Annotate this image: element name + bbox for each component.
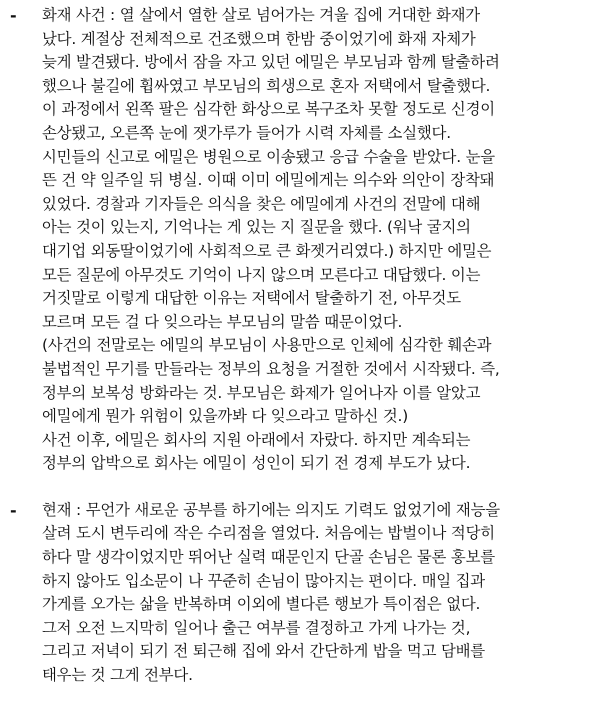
section-present bbox=[0, 499, 612, 688]
paragraph bbox=[42, 499, 604, 688]
text-line: 아는 것이 있는지, 기억나는 게 있는 지 질문을 했다. (워낙 굴지의 bbox=[42, 218, 471, 237]
text-line: 하다 말 생각이었지만 뛰어난 실력 때문인지 단골 손님은 물론 홍보를 bbox=[42, 548, 495, 567]
text-line: 사건 이후, 에밀은 회사의 지원 아래에서 자랐다. 하지만 계속되는 bbox=[42, 430, 471, 449]
text-line: 이 과정에서 왼쪽 팔은 심각한 화상으로 복구조차 못할 정도로 신경이 bbox=[42, 100, 495, 119]
text-line: 거짓말로 이렇게 대답한 이유는 저택에서 탈출하기 전, 아무것도 bbox=[42, 289, 461, 308]
text-line: 했으나 불길에 휩싸였고 부모님의 희생으로 혼자 저택에서 탈출했다. bbox=[42, 76, 491, 95]
text-line: 가게를 오가는 삶을 반복하며 이외에 별다른 행보가 특이점은 없다. bbox=[42, 595, 481, 614]
text-line: 났다. 계절상 전체적으로 건조했으며 한밤 중이었기에 화재 자체가 bbox=[42, 29, 476, 48]
text-line: 하지 않아도 입소문이 나 꾸준히 손님이 많아지는 편이다. 매일 집과 bbox=[42, 571, 485, 590]
text-line: 그저 오전 느지막히 일어나 출근 여부를 결정하고 가게 나가는 것, bbox=[42, 618, 471, 637]
text-line: (사건의 전말로는 에밀의 부모님이 사용만으로 인체에 심각한 훼손과 bbox=[42, 336, 492, 355]
text-line: 시민들의 신고로 에밀은 병원으로 이송됐고 응급 수술을 받았다. 눈을 bbox=[42, 147, 495, 166]
text-line: 그리고 저녁이 되기 전 퇴근해 집에 와서 간단하게 밥을 먹고 담배를 bbox=[42, 642, 485, 661]
text-line: 늦게 발견됐다. 방에서 잠을 자고 있던 에밀은 부모님과 함께 탈출하려 bbox=[42, 53, 500, 72]
text-line: 화재 사건 : 열 살에서 열한 살로 넘어가는 겨울 집에 거대한 화재가 bbox=[42, 6, 480, 24]
text-line: 대기업 외동딸이었기에 사회적으로 큰 화젯거리였다.) 하지만 에밀은 bbox=[42, 241, 492, 260]
text-line: 손상됐고, 오른쪽 눈에 잿가루가 들어가 시력 자체를 소실했다. bbox=[42, 123, 451, 142]
section-fire-incident bbox=[0, 4, 612, 476]
bullet-marker: - bbox=[10, 500, 17, 520]
text-line: 살려 도시 변두리에 작은 수리점을 열었다. 처음에는 밥벌이나 적당히 bbox=[42, 524, 495, 543]
text-line: 뜬 건 약 일주일 뒤 병실. 이때 이미 에밀에게는 의수와 의안이 장착돼 bbox=[42, 171, 495, 190]
bullet-marker: - bbox=[10, 6, 17, 25]
text-line: 모든 질문에 아무것도 기억이 나지 않으며 모른다고 대답했다. 이는 bbox=[42, 265, 481, 284]
text-line: 태우는 것 그게 전부다. bbox=[42, 666, 193, 685]
text-line: 있었다. 경찰과 기자들은 의식을 찾은 에밀에게 사건의 전말에 대해 bbox=[42, 194, 481, 213]
text-line: 모르며 모든 걸 다 잊으라는 부모님의 말씀 때문이었다. bbox=[42, 312, 403, 331]
paragraph bbox=[42, 4, 604, 476]
text-line: 불법적인 무기를 만들라는 정부의 요청을 거절한 것에서 시작됐다. 즉, bbox=[42, 359, 500, 378]
text-line: 에밀에게 뭔가 위험이 있을까봐 다 잊으라고 말하신 것.) bbox=[42, 407, 409, 426]
text-line: 정부의 압박으로 회사는 에밀이 성인이 되기 전 경제 부도가 났다. bbox=[42, 454, 471, 473]
text-line: 현재 : 무언가 새로운 공부를 하기에는 의지도 기력도 없었기에 재능을 bbox=[42, 500, 500, 519]
text-line: 정부의 보복성 방화라는 것. 부모님은 화제가 일어나자 이를 알았고 bbox=[42, 383, 481, 402]
